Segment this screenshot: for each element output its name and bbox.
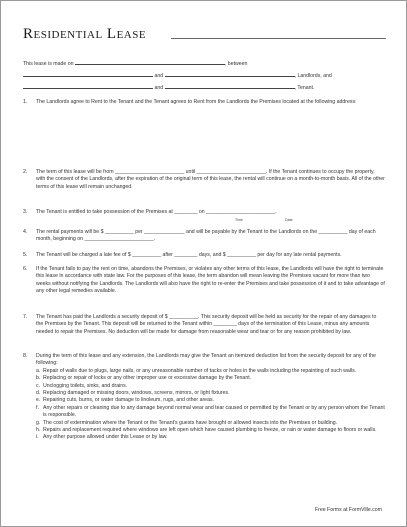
item-letter: h. <box>36 427 41 434</box>
landlord-2-field[interactable] <box>165 71 295 77</box>
clause-2 <box>23 169 385 191</box>
list-item <box>23 427 385 434</box>
item-letter: d. <box>36 390 41 397</box>
clause-number: 3. <box>23 209 28 215</box>
intro-tenant: , Tenant. <box>294 85 315 91</box>
item-text: The cost of extermination where the Tenant or the Tenant's guests have brought or allowed insects into the Premises or building. <box>43 419 338 426</box>
list-item <box>23 375 385 382</box>
clause-5 <box>23 252 385 259</box>
clause-text: The Landlords agree to Rent to the Tenant and the Tenant agrees to Rent from the Landlords the Premises located at the following address: <box>36 99 357 105</box>
item-letter: g. <box>36 419 41 426</box>
intro-prefix: This lease is made on <box>23 61 74 67</box>
deduction-list <box>23 368 385 442</box>
intro-and-1: and <box>154 73 164 79</box>
tenant-1-field[interactable] <box>23 83 153 89</box>
intro-landlords: , Landlords, and <box>294 73 332 79</box>
clause-8 <box>23 353 385 442</box>
clause-number: 5. <box>23 252 28 258</box>
intro-and-2: and <box>154 85 164 91</box>
clause-number: 1. <box>23 99 28 105</box>
item-text: Repair of walls due to plugs, large nails, or any unreasonable number of tacks or holes in the walls including the repainting of such walls. <box>43 367 357 374</box>
intro-line-1 <box>23 59 385 68</box>
clause-text: During the term of this lease and any extension, the Landlords may give the Tenant an itemized deduction list from the security deposit for any of the following: <box>36 353 376 367</box>
title-rule <box>171 38 386 39</box>
item-letter: b. <box>36 375 41 382</box>
clause-number: 6. <box>23 266 28 272</box>
item-text: Replacing or repair of locks or any other improper use or excessive damage by the Tenant. <box>43 375 252 382</box>
item-text: Unclogging toilets, sinks, and drains. <box>43 382 128 389</box>
item-text: Any other repairs or cleaning due to any damage beyond normal wear and tear caused or permitted by the Tenant or by any person whom the Tenant is responsible. <box>43 404 385 419</box>
intro-line-2 <box>23 71 385 80</box>
clause-4 <box>23 229 385 244</box>
clause-text: The Tenant is entitled to take possession of the Premises at ________ on ________________________. <box>36 209 277 215</box>
clause-text: The Tenant has paid the Landlords a security deposit of $ __________. This security deposit will be held as security for the repair of any damages to the Premises by the Tenant. This deposit will be returned to the Tenant within ________ days of the termination of this Lease, minus any amounts needed to repair the Premises. No deduction will be made for damage from reasonable wear and tear or for any reason prohibited by law. <box>36 314 377 335</box>
clause-text: If the Tenant fails to pay the rent on time, abandons the Premises, or violates any other terms of this lease, the Landlords will have the right to terminate this lease in accordance with state law. For the purposes of this lease, the term abandon will mean leaving the Premises vacant for more than two weeks without notifying the Landlords. The Landlords will also have the right to re-enter the Premises and take possession of it and to take advantage of any other legal remedies available. <box>36 266 385 295</box>
clause-3 <box>23 209 385 222</box>
list-item <box>23 383 385 390</box>
item-letter: i. <box>36 434 39 441</box>
clause-number: 7. <box>23 314 28 320</box>
clause-6 <box>23 266 385 296</box>
list-item <box>23 368 385 375</box>
clause-number: 8. <box>23 353 28 359</box>
time-label: Time <box>235 218 243 222</box>
list-item <box>23 434 385 441</box>
list-item <box>23 390 385 397</box>
landlord-1-field[interactable] <box>23 71 153 77</box>
clause-7 <box>23 314 385 336</box>
clause-number: 2. <box>23 169 28 175</box>
clause-text: The rental payments will be $ __________ per ______________ and will be payable by the Tenant to the Landlords on the __________ day of each month, beginning on ________________________. <box>36 229 376 243</box>
tenant-2-field[interactable] <box>165 83 295 89</box>
clause-1 <box>23 99 385 106</box>
item-text: Replacing damaged or missing doors, windows, screens, mirrors, or light fixtures. <box>43 390 230 397</box>
lease-date-field[interactable] <box>75 59 225 65</box>
item-letter: f. <box>36 404 39 411</box>
item-letter: a. <box>36 367 41 374</box>
clause-text: The term of this lease will be from ________________________ until ________________________. If the Tenant continues to occupy the property, with the consent of the Landlords, after the expiration of the original term of this lease, the rental will continue on a month-to-month basis. All of the other terms of this lease will remain unchanged. <box>36 169 385 190</box>
item-text: Repairs and replacement required where windows are left open which have caused plumbing to freeze, or rain or water damage to floors or walls. <box>43 427 377 434</box>
intro-between: , between <box>224 61 248 67</box>
intro-line-3 <box>23 83 385 92</box>
list-item <box>23 397 385 404</box>
list-item <box>23 405 385 420</box>
list-item <box>23 420 385 427</box>
clause-number: 4. <box>23 229 28 235</box>
document-title: Residential Lease <box>23 26 147 42</box>
item-letter: c. <box>36 382 41 389</box>
item-letter: e. <box>36 397 41 404</box>
item-text: Repairing cuts, burns, or water damage to linoleum, rugs, and other areas. <box>43 397 214 404</box>
date-label: Date <box>285 218 293 222</box>
item-text: Any other purpose allowed under this Lease or by law. <box>43 434 168 441</box>
footer-credit[interactable]: Free Forms at FormVille.com <box>314 507 382 513</box>
clause-text: The Tenant will be charged a late fee of $ __________ after ________ days, and $ __________ per day for any late rental payments. <box>36 252 342 258</box>
